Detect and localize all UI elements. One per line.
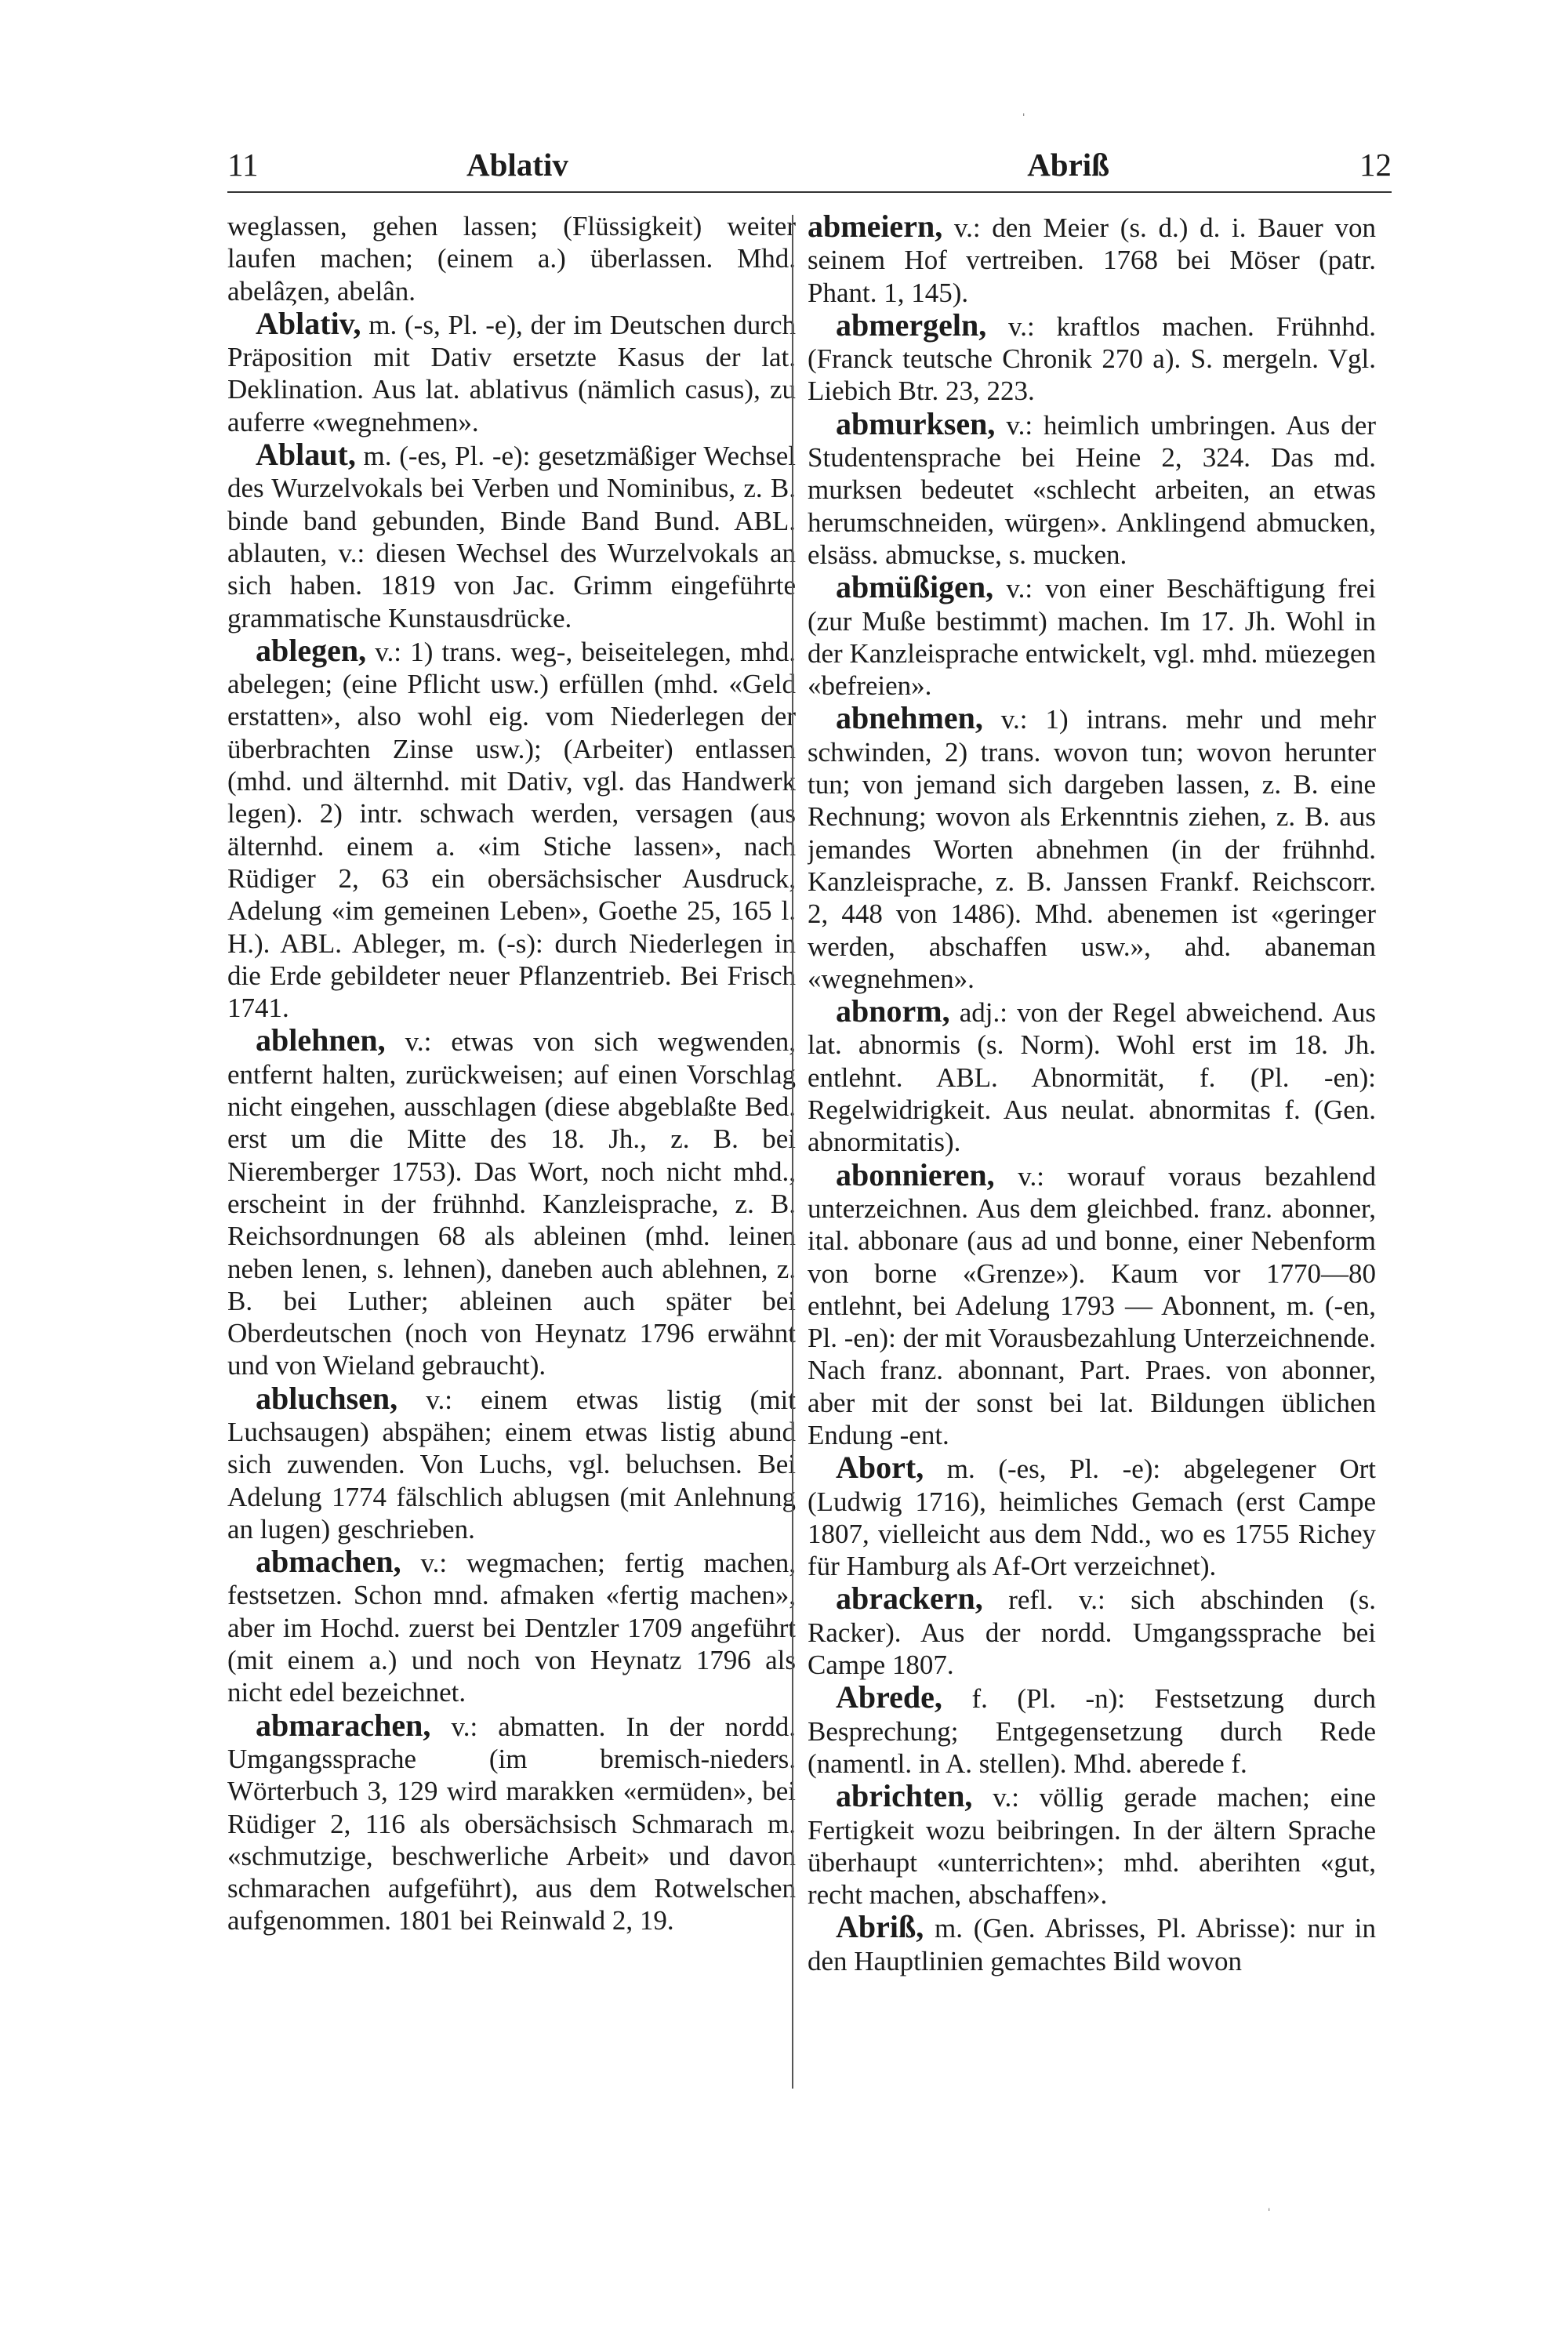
entry-headword: ablegen, <box>256 632 367 668</box>
dictionary-entry <box>808 309 1376 408</box>
entry-headword: abmüßigen, <box>836 569 994 605</box>
entry-headword: abnehmen, <box>836 700 983 736</box>
header-rule <box>227 191 1392 193</box>
entry-text: weglassen, gehen lassen; (Flüssigkeit) weiter laufen machen; (einem a.) überlassen. Mhd. abelâȥen, abelân. <box>227 211 796 307</box>
entry-text: v.: kraftlos machen. Frühnhd. (Franck teutsche Chronik 270 a). S. mergeln. Vgl. Liebich Btr. 23, 223. <box>808 310 1376 407</box>
dictionary-entry <box>227 1545 796 1708</box>
entry-headword: Ablativ, <box>256 305 361 341</box>
entry-headword: abmurksen, <box>836 405 996 441</box>
entry-text: v.: worauf voraus bezahlend unterzeichnen. Aus dem gleichbed. franz. abonner, ital. abbonare (aus ad und bonne, einer Nebenform von borne «Grenze»). Kaum vor 1770—80 entlehnt, bei Adelung 1793 — Abonnent, m. (-en, Pl. -en): der mit Vorausbezahlung Unterzeichnende. Nach franz. abonnant, Part. Praes. von abonner, aber mit der sonst bei lat. Bildungen üblichen Endung -ent. <box>808 1160 1376 1450</box>
right-column <box>808 210 1376 2107</box>
entry-headword: abonnieren, <box>836 1156 995 1192</box>
dictionary-entry <box>808 571 1376 702</box>
dictionary-entry <box>808 702 1376 995</box>
dictionary-entry <box>808 1156 1376 1452</box>
entry-text: v.: völlig gerade machen; eine Fertigkeit wozu beibringen. In der ältern Sprache überhaupt «unterrichten»; mhd. aberihten «gut, recht machen, abschaffen». <box>808 1782 1376 1911</box>
dictionary-entry <box>808 1451 1376 1582</box>
entry-text: refl. v.: sich abschinden (s. Racker). Aus der nordd. Umgangssprache bei Campe 1807. <box>808 1584 1376 1681</box>
page-number-right: 12 <box>1359 147 1392 183</box>
entry-text: v.: abmatten. In der nordd. Umgangssprache (im bremisch-nieders. Wörterbuch 3, 129 wird marakken «ermüden», bei Rüdiger 2, 116 als obersächsisch Schmarach m. «schmutzige, beschwerliche Arbeit» und davon schmarachen aufgeführt), aus dem Rotwelschen aufgenommen. 1801 bei Reinwald 2, 19. <box>227 1711 796 1936</box>
entry-text: adj.: von der Regel abweichend. Aus lat. abnormis (s. Norm). Wohl erst im 18. Jh. entlehnt. ABL. Abnormität, f. (Pl. -en): Regelwidrigkeit. Aus neulat. abnormitas f. (Gen. abnormitatis). <box>808 997 1376 1158</box>
entry-headword: abluchsen, <box>256 1380 398 1416</box>
dictionary-entry <box>227 1024 796 1381</box>
column-divider <box>792 215 793 2089</box>
dictionary-entry <box>808 405 1376 571</box>
entry-headword: ablehnen, <box>256 1022 386 1058</box>
entry-headword: Abort, <box>836 1450 924 1486</box>
entry-text: v.: einem etwas listig (mit Luchsaugen) abspähen; einem etwas listig abund sich zuwenden. Von Luchs, vgl. beluchsen. Bei Adelung 1774 fälschlich ablugsen (mit Anlehnung an lugen) geschrieben. <box>227 1384 796 1544</box>
running-headword-left: Ablativ <box>466 147 568 183</box>
dictionary-entry <box>227 438 796 634</box>
dictionary-entry <box>808 995 1376 1158</box>
entry-text: v.: heimlich umbringen. Aus der Studentensprache bei Heine 2, 324. Das md. murksen bedeutet «schlecht arbeiten, an etwas herumschneiden, würgen». Anklingend abmucken, elsäss. abmuckse, s. mucken. <box>808 409 1376 570</box>
entry-text: v.: etwas von sich wegwenden, entfernt halten, zurückweisen; auf einen Vorschlag nicht eingehen, ausschlagen (diese abgeblaßte Bed. erst um die Mitte des 18. Jh., z. B. bei Nieremberger 1753). Das Wort, noch nicht mhd., erscheint in der frühnhd. Kanzleisprache, z. B. Reichsordnungen 68 als ableinen (mhd. leinen neben lenen, s. lehnen), daneben auch ablehnen, z. B. bei Luther; ableinen auch später bei Oberdeutschen (noch von Heynatz 1796 erwähnt und von Wieland gebraucht). <box>227 1026 796 1381</box>
page-number-left: 11 <box>227 147 259 183</box>
entry-text: m. (-es, Pl. -e): gesetzmäßiger Wechsel des Wurzelvokals bei Verben und Nominibus, z. B. binde band gebunden, Binde Band Bund. ABL. ablauten, v.: diesen Wechsel des Wurzelvokals an sich haben. 1819 von Jac. Grimm eingeführte grammatische Kunstausdrücke. <box>227 441 796 633</box>
dictionary-entry <box>808 1780 1376 1911</box>
entry-headword: Ablaut, <box>256 437 356 473</box>
dictionary-entry <box>808 1681 1376 1780</box>
entry-text: m. (-s, Pl. -e), der im Deutschen durch Präposition mit Dativ ersetzte Kasus der lat. Deklination. Aus lat. ablativus (nämlich casus), zu auferre «wegnehmen». <box>227 309 796 437</box>
dictionary-entry <box>227 307 796 438</box>
entry-headword: abrackern, <box>836 1581 983 1617</box>
print-speck-mark: ˌ <box>1266 2191 1272 2211</box>
left-column <box>227 210 796 2107</box>
dictionary-entry <box>227 210 796 307</box>
entry-text: v.: von einer Beschäftigung frei (zur Muße bestimmt) machen. Im 17. Jh. Wohl in der Kanzleisprache entwickelt, vgl. mhd. müezegen «befreien». <box>808 573 1376 702</box>
entry-text: v.: wegmachen; fertig machen, festsetzen. Schon mnd. afmaken «fertig machen», aber im Hochd. zuerst bei Dentzler 1709 angeführt (mit einem a.) und noch von Heynatz 1796 als nicht edel bezeichnet. <box>227 1548 796 1708</box>
dictionary-entry <box>808 210 1376 309</box>
dictionary-entry <box>808 1911 1376 1977</box>
entry-headword: abrichten, <box>836 1778 973 1814</box>
page-header <box>227 141 1392 188</box>
dictionary-entry <box>227 1709 796 1937</box>
dictionary-entry <box>227 1382 796 1545</box>
print-speck-mark: ˈ <box>1021 110 1027 129</box>
entry-headword: Abrede, <box>836 1679 942 1715</box>
running-headword-right: Abriß <box>1027 147 1109 183</box>
entry-text: v.: 1) intrans. mehr und mehr schwinden, 2) trans. wovon tun; wovon herunter tun; von jemand sich dargeben lassen, z. B. eine Rechnung; wovon als Erkenntnis ziehen, z. B. aus jemandes Worten abnehmen (in der frühnhd. Kanzleisprache, z. B. Janssen Frankf. Reichscorr. 2, 448 von 1486). Mhd. abenemen ist «geringer werden, abschaffen usw.», ahd. abaneman «wegnehmen». <box>808 704 1376 994</box>
entry-headword: abmachen, <box>256 1544 401 1580</box>
entry-text: f. (Pl. -n): Festsetzung durch Besprechung; Entgegensetzung durch Rede (namentl. in A. stellen). Mhd. aberede f. <box>808 1683 1376 1779</box>
entry-text: m. (Gen. Abrisses, Pl. Abrisse): nur in den Hauptlinien gemachtes Bild wovon <box>808 1913 1376 1976</box>
entry-headword: Abriß, <box>836 1909 924 1945</box>
entry-headword: abmarachen, <box>256 1707 431 1743</box>
entry-headword: abmeiern, <box>808 210 943 244</box>
dictionary-entry <box>227 634 796 1025</box>
dictionary-entry <box>808 1582 1376 1681</box>
entry-headword: abmergeln, <box>836 307 987 343</box>
entry-text: m. (-es, Pl. -e): abgelegener Ort (Ludwig 1716), heimliches Gemach (erst Campe 1807, vielleicht aus dem Ndd., wo es 1755 Richey für Hamburg als Af-Ort verzeichnet). <box>808 1454 1376 1582</box>
entry-headword: abnorm, <box>836 993 950 1029</box>
entry-text: v.: den Meier (s. d.) d. i. Bauer von seinem Hof vertreiben. 1768 bei Möser (patr. Phant. 1, 145). <box>808 212 1376 308</box>
entry-text: v.: 1) trans. weg-, beiseitelegen, mhd. abelegen; (eine Pflicht usw.) erfüllen (mhd. «Geld erstatten», also wohl eig. vom Niederlegen der überbrachten Zinse usw.); (Arbeiter) entlassen (mhd. und älternhd. mit Dativ, vgl. das Handwerk legen). 2) intr. schwach werden, versagen (aus älternhd. einem a. «im Stiche lassen», nach Rüdiger 2, 63 ein obersächsischer Ausdruck, Adelung «im gemeinen Leben», Goethe 25, 165 l. H.). ABL. Ableger, m. (-s): durch Niederlegen in die Erde gebildeter neuer Pflanzentrieb. Bei Frisch 1741. <box>227 636 796 1024</box>
